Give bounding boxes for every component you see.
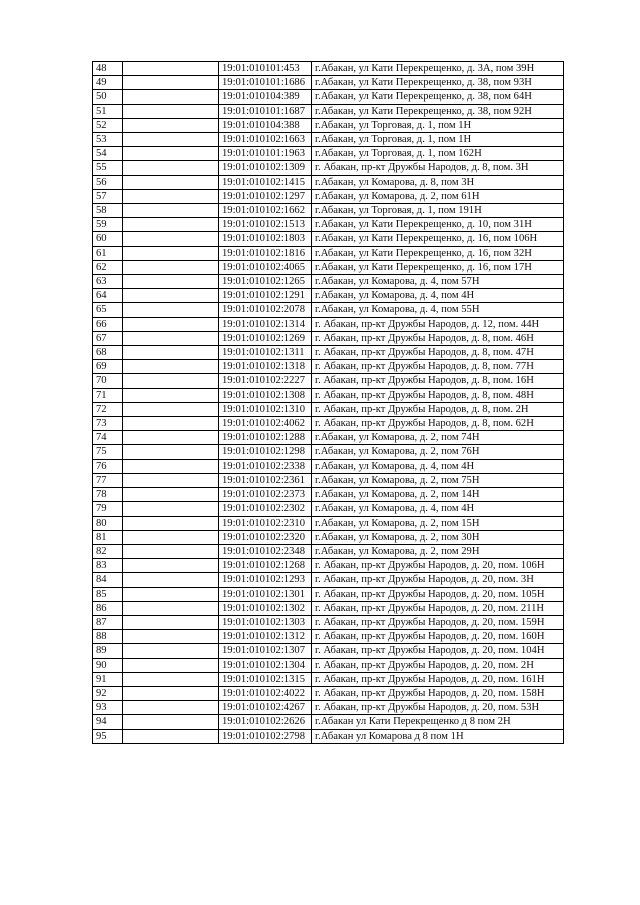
- table-row: [93, 530, 564, 544]
- cadastral-number-cell: 19:01:010102:1803: [219, 232, 312, 246]
- cadastral-number-cell: 19:01:010102:1291: [219, 289, 312, 303]
- empty-cell: [123, 587, 219, 601]
- table-row: [93, 289, 564, 303]
- empty-cell: [123, 644, 219, 658]
- cadastral-number-cell: 19:01:010102:1288: [219, 431, 312, 445]
- empty-cell: [123, 559, 219, 573]
- address-cell: г.Абакан, ул Комарова, д. 8, пом 3Н: [312, 175, 564, 189]
- empty-cell: [123, 246, 219, 260]
- empty-cell: [123, 573, 219, 587]
- row-number-cell: 74: [93, 431, 123, 445]
- table-row: [93, 360, 564, 374]
- cadastral-number-cell: 19:01:010102:1315: [219, 672, 312, 686]
- address-cell: г. Абакан, пр-кт Дружбы Народов, д. 20, пом. 161Н: [312, 672, 564, 686]
- row-number-cell: 95: [93, 729, 123, 743]
- row-number-cell: 84: [93, 573, 123, 587]
- empty-cell: [123, 388, 219, 402]
- address-cell: г. Абакан, пр-кт Дружбы Народов, д. 8, пом. 47Н: [312, 346, 564, 360]
- empty-cell: [123, 630, 219, 644]
- table-row: [93, 388, 564, 402]
- row-number-cell: 73: [93, 417, 123, 431]
- cadastral-number-cell: 19:01:010102:2338: [219, 459, 312, 473]
- empty-cell: [123, 175, 219, 189]
- cadastral-number-cell: 19:01:010102:1310: [219, 402, 312, 416]
- cadastral-number-cell: 19:01:010102:2320: [219, 530, 312, 544]
- empty-cell: [123, 260, 219, 274]
- cadastral-number-cell: 19:01:010104:388: [219, 118, 312, 132]
- address-cell: г. Абакан, пр-кт Дружбы Народов, д. 12, пом. 44Н: [312, 317, 564, 331]
- empty-cell: [123, 701, 219, 715]
- address-cell: г.Абакан, ул Комарова, д. 2, пом 29Н: [312, 544, 564, 558]
- property-table-body: [93, 62, 564, 744]
- address-cell: г.Абакан, ул Комарова, д. 2, пом 75Н: [312, 473, 564, 487]
- table-row: [93, 260, 564, 274]
- table-row: [93, 90, 564, 104]
- table-row: [93, 303, 564, 317]
- row-number-cell: 86: [93, 601, 123, 615]
- cadastral-number-cell: 19:01:010102:1297: [219, 189, 312, 203]
- address-cell: г.Абакан, ул Торговая, д. 1, пом 162Н: [312, 147, 564, 161]
- empty-cell: [123, 516, 219, 530]
- address-cell: г.Абакан, ул Кати Перекрещенко, д. 38, пом 92Н: [312, 104, 564, 118]
- cadastral-number-cell: 19:01:010102:4065: [219, 260, 312, 274]
- table-row: [93, 275, 564, 289]
- empty-cell: [123, 658, 219, 672]
- cadastral-number-cell: 19:01:010102:2348: [219, 544, 312, 558]
- cadastral-number-cell: 19:01:010102:1293: [219, 573, 312, 587]
- row-number-cell: 48: [93, 62, 123, 76]
- address-cell: г. Абакан, пр-кт Дружбы Народов, д. 20, пом. 53Н: [312, 701, 564, 715]
- address-cell: г. Абакан, пр-кт Дружбы Народов, д. 20, пом. 2Н: [312, 658, 564, 672]
- address-cell: г.Абакан, ул Кати Перекрещенко, д. 3А, пом 39Н: [312, 62, 564, 76]
- row-number-cell: 85: [93, 587, 123, 601]
- table-row: [93, 445, 564, 459]
- address-cell: г. Абакан, пр-кт Дружбы Народов, д. 20, пом. 159Н: [312, 615, 564, 629]
- table-row: [93, 374, 564, 388]
- cadastral-number-cell: 19:01:010102:1308: [219, 388, 312, 402]
- empty-cell: [123, 147, 219, 161]
- empty-cell: [123, 459, 219, 473]
- row-number-cell: 72: [93, 402, 123, 416]
- row-number-cell: 71: [93, 388, 123, 402]
- address-cell: г.Абакан, ул Комарова, д. 4, пом 55Н: [312, 303, 564, 317]
- empty-cell: [123, 232, 219, 246]
- table-row: [93, 544, 564, 558]
- row-number-cell: 59: [93, 218, 123, 232]
- table-row: [93, 658, 564, 672]
- address-cell: г. Абакан, пр-кт Дружбы Народов, д. 8, пом. 16Н: [312, 374, 564, 388]
- table-row: [93, 317, 564, 331]
- row-number-cell: 50: [93, 90, 123, 104]
- address-cell: г. Абакан, пр-кт Дружбы Народов, д. 8, пом. 3Н: [312, 161, 564, 175]
- cadastral-number-cell: 19:01:010102:2302: [219, 502, 312, 516]
- row-number-cell: 87: [93, 615, 123, 629]
- cadastral-number-cell: 19:01:010102:1307: [219, 644, 312, 658]
- table-row: [93, 118, 564, 132]
- table-row: [93, 502, 564, 516]
- cadastral-number-cell: 19:01:010101:1686: [219, 76, 312, 90]
- row-number-cell: 94: [93, 715, 123, 729]
- empty-cell: [123, 76, 219, 90]
- empty-cell: [123, 161, 219, 175]
- address-cell: г.Абакан, ул Комарова, д. 2, пом 14Н: [312, 488, 564, 502]
- table-row: [93, 559, 564, 573]
- cadastral-number-cell: 19:01:010102:1309: [219, 161, 312, 175]
- table-row: [93, 630, 564, 644]
- table-row: [93, 161, 564, 175]
- row-number-cell: 75: [93, 445, 123, 459]
- row-number-cell: 92: [93, 686, 123, 700]
- row-number-cell: 68: [93, 346, 123, 360]
- empty-cell: [123, 346, 219, 360]
- row-number-cell: 60: [93, 232, 123, 246]
- address-cell: г. Абакан, пр-кт Дружбы Народов, д. 8, пом. 77Н: [312, 360, 564, 374]
- cadastral-number-cell: 19:01:010102:2373: [219, 488, 312, 502]
- empty-cell: [123, 189, 219, 203]
- empty-cell: [123, 544, 219, 558]
- table-row: [93, 331, 564, 345]
- cadastral-number-cell: 19:01:010102:1265: [219, 275, 312, 289]
- cadastral-number-cell: 19:01:010102:4267: [219, 701, 312, 715]
- row-number-cell: 57: [93, 189, 123, 203]
- row-number-cell: 66: [93, 317, 123, 331]
- table-row: [93, 218, 564, 232]
- table-row: [93, 133, 564, 147]
- row-number-cell: 55: [93, 161, 123, 175]
- cadastral-number-cell: 19:01:010102:2798: [219, 729, 312, 743]
- table-row: [93, 587, 564, 601]
- cadastral-number-cell: 19:01:010102:2626: [219, 715, 312, 729]
- cadastral-number-cell: 19:01:010102:1269: [219, 331, 312, 345]
- address-cell: г.Абакан, ул Комарова, д. 4, пом 4Н: [312, 459, 564, 473]
- row-number-cell: 53: [93, 133, 123, 147]
- cadastral-number-cell: 19:01:010102:1312: [219, 630, 312, 644]
- cadastral-number-cell: 19:01:010101:453: [219, 62, 312, 76]
- cadastral-number-cell: 19:01:010102:1816: [219, 246, 312, 260]
- cadastral-number-cell: 19:01:010102:1301: [219, 587, 312, 601]
- address-cell: г.Абакан, ул Комарова, д. 2, пом 76Н: [312, 445, 564, 459]
- table-row: [93, 346, 564, 360]
- cadastral-number-cell: 19:01:010102:1298: [219, 445, 312, 459]
- row-number-cell: 65: [93, 303, 123, 317]
- address-cell: г.Абакан, ул Комарова, д. 4, пом 4Н: [312, 289, 564, 303]
- address-cell: г.Абакан, ул Комарова, д. 2, пом 61Н: [312, 189, 564, 203]
- row-number-cell: 93: [93, 701, 123, 715]
- table-row: [93, 402, 564, 416]
- empty-cell: [123, 431, 219, 445]
- table-row: [93, 204, 564, 218]
- row-number-cell: 82: [93, 544, 123, 558]
- table-row: [93, 615, 564, 629]
- row-number-cell: 83: [93, 559, 123, 573]
- empty-cell: [123, 90, 219, 104]
- cadastral-number-cell: 19:01:010102:1513: [219, 218, 312, 232]
- address-cell: г.Абакан, ул Торговая, д. 1, пом 1Н: [312, 118, 564, 132]
- table-row: [93, 417, 564, 431]
- address-cell: г. Абакан, пр-кт Дружбы Народов, д. 20, пом. 106Н: [312, 559, 564, 573]
- empty-cell: [123, 601, 219, 615]
- table-row: [93, 601, 564, 615]
- cadastral-number-cell: 19:01:010102:1415: [219, 175, 312, 189]
- row-number-cell: 89: [93, 644, 123, 658]
- address-cell: г.Абакан, ул Кати Перекрещенко, д. 16, пом 32Н: [312, 246, 564, 260]
- cadastral-number-cell: 19:01:010102:1304: [219, 658, 312, 672]
- empty-cell: [123, 360, 219, 374]
- address-cell: г.Абакан, ул Кати Перекрещенко, д. 38, пом 64Н: [312, 90, 564, 104]
- address-cell: г.Абакан, ул Кати Перекрещенко, д. 38, пом 93Н: [312, 76, 564, 90]
- cadastral-number-cell: 19:01:010102:1318: [219, 360, 312, 374]
- row-number-cell: 81: [93, 530, 123, 544]
- row-number-cell: 80: [93, 516, 123, 530]
- address-cell: г. Абакан, пр-кт Дружбы Народов, д. 20, пом. 104Н: [312, 644, 564, 658]
- table-row: [93, 715, 564, 729]
- row-number-cell: 77: [93, 473, 123, 487]
- table-row: [93, 644, 564, 658]
- cadastral-number-cell: 19:01:010102:1311: [219, 346, 312, 360]
- address-cell: г.Абакан ул Кати Перекрещенко д 8 пом 2Н: [312, 715, 564, 729]
- address-cell: г.Абакан, ул Комарова, д. 2, пом 15Н: [312, 516, 564, 530]
- empty-cell: [123, 615, 219, 629]
- table-row: [93, 672, 564, 686]
- cadastral-number-cell: 19:01:010104:389: [219, 90, 312, 104]
- address-cell: г.Абакан, ул Торговая, д. 1, пом 1Н: [312, 133, 564, 147]
- cadastral-number-cell: 19:01:010102:2227: [219, 374, 312, 388]
- table-row: [93, 175, 564, 189]
- address-cell: г. Абакан, пр-кт Дружбы Народов, д. 8, пом. 62Н: [312, 417, 564, 431]
- empty-cell: [123, 133, 219, 147]
- empty-cell: [123, 502, 219, 516]
- empty-cell: [123, 331, 219, 345]
- empty-cell: [123, 473, 219, 487]
- empty-cell: [123, 402, 219, 416]
- row-number-cell: 61: [93, 246, 123, 260]
- table-row: [93, 104, 564, 118]
- row-number-cell: 52: [93, 118, 123, 132]
- cadastral-number-cell: 19:01:010102:2310: [219, 516, 312, 530]
- cadastral-number-cell: 19:01:010102:1663: [219, 133, 312, 147]
- address-cell: г.Абакан, ул Комарова, д. 4, пом 57Н: [312, 275, 564, 289]
- property-table: [92, 61, 564, 744]
- empty-cell: [123, 445, 219, 459]
- cadastral-number-cell: 19:01:010102:1302: [219, 601, 312, 615]
- row-number-cell: 67: [93, 331, 123, 345]
- row-number-cell: 54: [93, 147, 123, 161]
- empty-cell: [123, 275, 219, 289]
- table-row: [93, 76, 564, 90]
- row-number-cell: 49: [93, 76, 123, 90]
- address-cell: г. Абакан, пр-кт Дружбы Народов, д. 20, пом. 211Н: [312, 601, 564, 615]
- address-cell: г.Абакан, ул Комарова, д. 4, пом 4Н: [312, 502, 564, 516]
- cadastral-number-cell: 19:01:010102:1268: [219, 559, 312, 573]
- empty-cell: [123, 729, 219, 743]
- empty-cell: [123, 686, 219, 700]
- empty-cell: [123, 374, 219, 388]
- empty-cell: [123, 303, 219, 317]
- table-row: [93, 701, 564, 715]
- table-row: [93, 62, 564, 76]
- empty-cell: [123, 417, 219, 431]
- cadastral-number-cell: 19:01:010101:1687: [219, 104, 312, 118]
- empty-cell: [123, 317, 219, 331]
- row-number-cell: 64: [93, 289, 123, 303]
- row-number-cell: 90: [93, 658, 123, 672]
- cadastral-number-cell: 19:01:010101:1963: [219, 147, 312, 161]
- table-row: [93, 246, 564, 260]
- cadastral-number-cell: 19:01:010102:4062: [219, 417, 312, 431]
- row-number-cell: 62: [93, 260, 123, 274]
- row-number-cell: 56: [93, 175, 123, 189]
- address-cell: г.Абакан, ул Кати Перекрещенко, д. 16, пом 106Н: [312, 232, 564, 246]
- address-cell: г.Абакан, ул Торговая, д. 1, пом 191Н: [312, 204, 564, 218]
- address-cell: г. Абакан, пр-кт Дружбы Народов, д. 8, пом. 48Н: [312, 388, 564, 402]
- table-row: [93, 573, 564, 587]
- empty-cell: [123, 62, 219, 76]
- table-row: [93, 473, 564, 487]
- cadastral-number-cell: 19:01:010102:2361: [219, 473, 312, 487]
- row-number-cell: 51: [93, 104, 123, 118]
- row-number-cell: 78: [93, 488, 123, 502]
- address-cell: г. Абакан, пр-кт Дружбы Народов, д. 20, пом. 3Н: [312, 573, 564, 587]
- address-cell: г.Абакан ул Комарова д 8 пом 1Н: [312, 729, 564, 743]
- row-number-cell: 88: [93, 630, 123, 644]
- table-row: [93, 686, 564, 700]
- empty-cell: [123, 530, 219, 544]
- address-cell: г.Абакан, ул Кати Перекрещенко, д. 10, пом 31Н: [312, 218, 564, 232]
- cadastral-number-cell: 19:01:010102:1662: [219, 204, 312, 218]
- cadastral-number-cell: 19:01:010102:1303: [219, 615, 312, 629]
- table-row: [93, 147, 564, 161]
- row-number-cell: 69: [93, 360, 123, 374]
- empty-cell: [123, 118, 219, 132]
- row-number-cell: 58: [93, 204, 123, 218]
- row-number-cell: 76: [93, 459, 123, 473]
- table-row: [93, 232, 564, 246]
- table-row: [93, 516, 564, 530]
- empty-cell: [123, 488, 219, 502]
- empty-cell: [123, 672, 219, 686]
- empty-cell: [123, 218, 219, 232]
- table-row: [93, 189, 564, 203]
- cadastral-number-cell: 19:01:010102:4022: [219, 686, 312, 700]
- address-cell: г. Абакан, пр-кт Дружбы Народов, д. 8, пом. 46Н: [312, 331, 564, 345]
- address-cell: г.Абакан, ул Комарова, д. 2, пом 74Н: [312, 431, 564, 445]
- cadastral-number-cell: 19:01:010102:2078: [219, 303, 312, 317]
- row-number-cell: 63: [93, 275, 123, 289]
- table-row: [93, 729, 564, 743]
- address-cell: г. Абакан, пр-кт Дружбы Народов, д. 20, пом. 160Н: [312, 630, 564, 644]
- empty-cell: [123, 715, 219, 729]
- table-row: [93, 488, 564, 502]
- address-cell: г. Абакан, пр-кт Дружбы Народов, д. 20, пом. 158Н: [312, 686, 564, 700]
- empty-cell: [123, 289, 219, 303]
- row-number-cell: 79: [93, 502, 123, 516]
- address-cell: г.Абакан, ул Кати Перекрещенко, д. 16, пом 17Н: [312, 260, 564, 274]
- row-number-cell: 91: [93, 672, 123, 686]
- cadastral-number-cell: 19:01:010102:1314: [219, 317, 312, 331]
- empty-cell: [123, 104, 219, 118]
- address-cell: г. Абакан, пр-кт Дружбы Народов, д. 8, пом. 2Н: [312, 402, 564, 416]
- table-row: [93, 459, 564, 473]
- address-cell: г. Абакан, пр-кт Дружбы Народов, д. 20, пом. 105Н: [312, 587, 564, 601]
- empty-cell: [123, 204, 219, 218]
- table-row: [93, 431, 564, 445]
- row-number-cell: 70: [93, 374, 123, 388]
- address-cell: г.Абакан, ул Комарова, д. 2, пом 30Н: [312, 530, 564, 544]
